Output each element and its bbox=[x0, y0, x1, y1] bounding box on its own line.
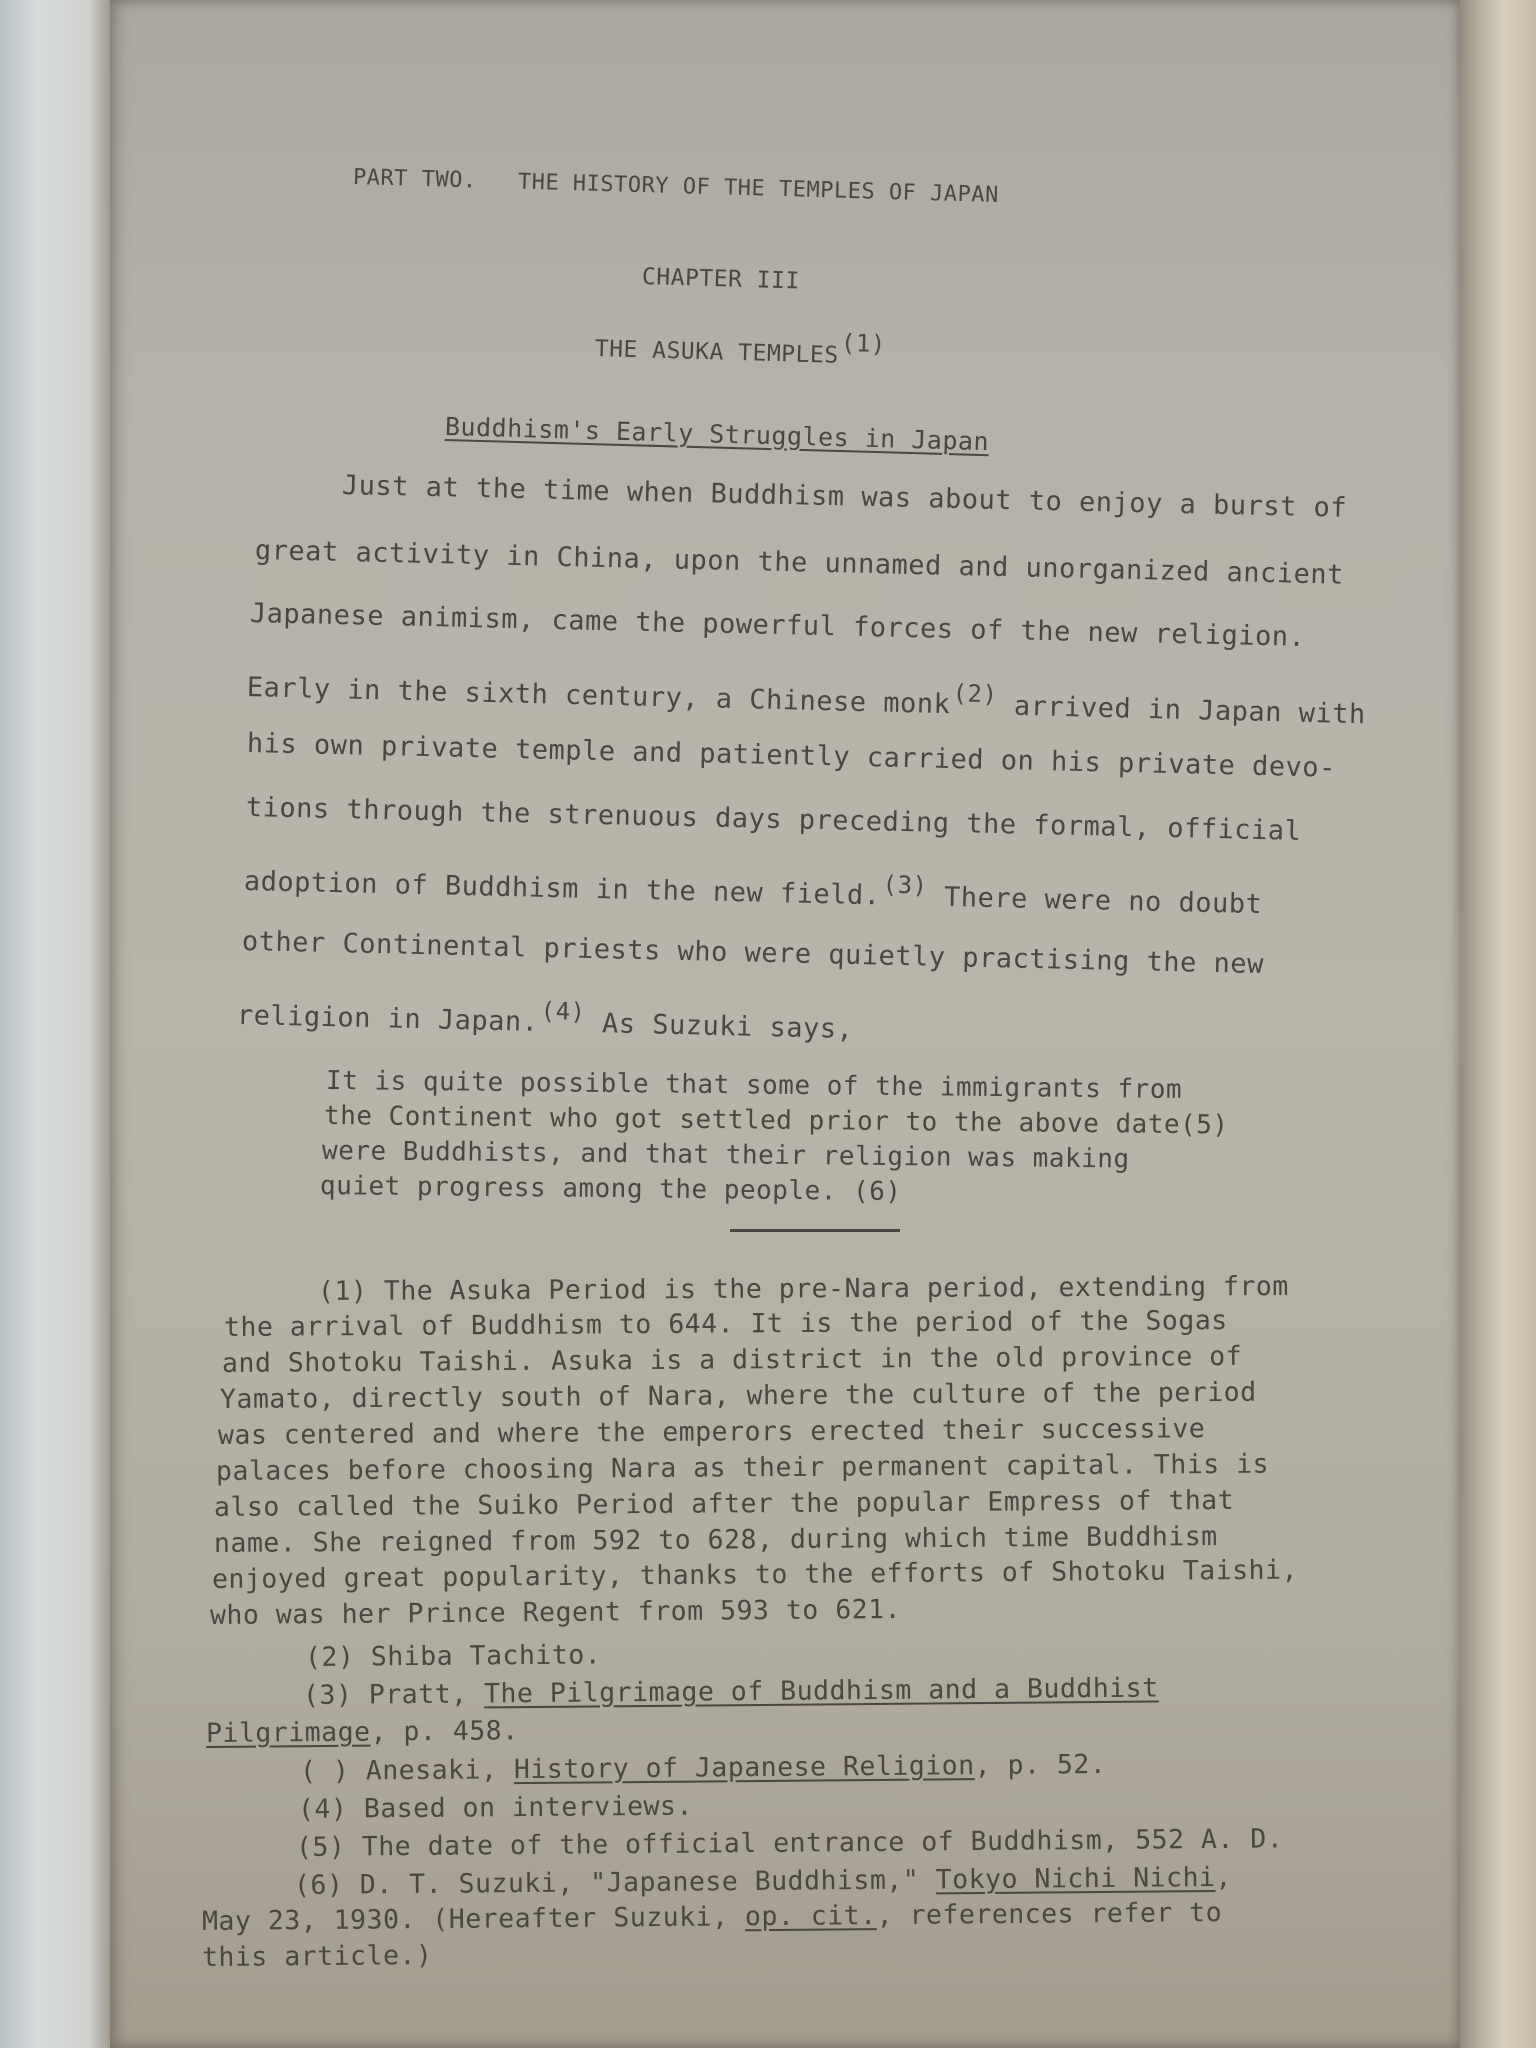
footnote-1-line-5: was centered and where the emperors erected their successive bbox=[217, 1413, 1206, 1451]
footnote-1-line-7: also called the Suiko Period after the popular Empress of that bbox=[213, 1484, 1235, 1523]
body-line-9-start: religion in Japan. bbox=[236, 1000, 539, 1038]
part-title: THE HISTORY OF THE TEMPLES OF JAPAN bbox=[517, 169, 1000, 209]
footnote-1-line-8: name. She reigned from 592 to 628, during which time Buddhism bbox=[213, 1520, 1218, 1559]
footnote-3b-page: , p. 52. bbox=[974, 1748, 1107, 1782]
facing-page-edge bbox=[0, 0, 110, 2048]
quote-line-3: were Buddhists, and that their religion was making bbox=[321, 1136, 1130, 1175]
footnote-5: (5) The date of the official entrance of Buddhism, 552 A. D. bbox=[295, 1823, 1284, 1863]
body-line-7-end: There were no doubt bbox=[926, 881, 1263, 921]
quote-line-4: quiet progress among the people. (6) bbox=[319, 1171, 902, 1208]
body-line-4-start: Early in the sixth century, a Chinese monk bbox=[246, 672, 951, 721]
body-line-4-end: arrived in Japan with bbox=[996, 690, 1367, 731]
footnote-1-line-2: the arrival of Buddhism to 644. It is the period of the Sogas bbox=[223, 1304, 1228, 1343]
body-line-7-start: adoption of Buddhism in the new field. bbox=[243, 866, 881, 912]
footnote-6-tail: , references refer to bbox=[876, 1897, 1223, 1932]
quote-line-1: It is quite possible that some of the immigrants from bbox=[325, 1066, 1183, 1105]
footnote-3b bbox=[300, 1749, 1107, 1787]
body-line-9 bbox=[237, 990, 854, 1045]
footnote-1-line-4: Yamato, directly south of Nara, where the culture of the period bbox=[219, 1376, 1257, 1415]
chapter-title bbox=[594, 322, 886, 370]
footnote-2: (2) Shiba Tachito. bbox=[304, 1639, 602, 1673]
body-line-6: tions through the strenuous days preceding the formal, official bbox=[245, 792, 1302, 847]
body-line-5: his own private temple and patiently carried on his private devo- bbox=[246, 728, 1337, 784]
footnote-separator bbox=[730, 1229, 900, 1232]
footnote-6-opcit: op. cit. bbox=[744, 1900, 877, 1933]
page-stack-edge bbox=[1456, 0, 1536, 2048]
footnote-3-title-cont: Pilgrimage bbox=[205, 1716, 371, 1749]
body-line-2: great activity in China, upon the unnamed and unorganized ancient bbox=[254, 535, 1345, 591]
footnote-6-comma: , bbox=[1215, 1861, 1233, 1893]
body-line-4 bbox=[246, 662, 1366, 730]
footnote-1-line-1: (1) The Asuka Period is the pre-Nara period, extending from bbox=[317, 1270, 1289, 1307]
footnote-6-date: May 23, 1930. (Hereafter Suzuki, bbox=[201, 1901, 746, 1937]
footnote-6-line-1 bbox=[294, 1862, 1232, 1901]
footnote-ref-2: (2) bbox=[952, 679, 998, 709]
footnote-3-author: (3) Pratt, bbox=[302, 1678, 485, 1711]
footnote-4: (4) Based on interviews. bbox=[297, 1790, 694, 1825]
footnote-1-line-10: who was her Prince Regent from 593 to 621. bbox=[209, 1593, 902, 1631]
footnote-3-page: , p. 458. bbox=[370, 1715, 519, 1748]
footnote-3b-author: ( ) Anesaki, bbox=[299, 1754, 515, 1787]
part-heading bbox=[353, 165, 1000, 208]
body-line-3: Japanese animism, came the powerful forces of the new religion. bbox=[249, 598, 1306, 653]
footnote-ref-4: (4) bbox=[540, 996, 586, 1026]
footnote-ref-3: (3) bbox=[882, 870, 928, 900]
footnote-3-title: The Pilgrimage of Buddhism and a Buddhist bbox=[483, 1672, 1159, 1710]
footnote-6-source: Tokyo Nichi Nichi bbox=[935, 1861, 1216, 1896]
chapter-title-text: THE ASUKA TEMPLES bbox=[594, 336, 839, 369]
typewritten-page bbox=[110, 0, 1460, 2048]
section-heading: Buddhism's Early Struggles in Japan bbox=[444, 412, 990, 457]
footnote-3-line-1 bbox=[303, 1673, 1159, 1711]
body-line-8: other Continental priests who were quietly practising the new bbox=[241, 926, 1265, 981]
quote-line-2: the Continent who got settled prior to the above date(5) bbox=[323, 1101, 1229, 1141]
footnote-1-line-3: and Shotoku Taishi. Asuka is a district in the old province of bbox=[221, 1340, 1243, 1379]
footnote-6-author: (6) D. T. Suzuki, "Japanese Buddhism," bbox=[293, 1864, 936, 1901]
part-label: PART TWO. bbox=[352, 165, 478, 194]
footnote-6-line-2 bbox=[202, 1897, 1222, 1937]
footnote-1-line-9: enjoyed great popularity, thanks to the efforts of Shotoku Taishi, bbox=[211, 1554, 1299, 1595]
footnote-3-line-2 bbox=[206, 1715, 519, 1749]
footnote-3b-title: History of Japanese Religion bbox=[513, 1750, 975, 1786]
body-line-9-end: As Suzuki says, bbox=[584, 1007, 854, 1045]
chapter-footnote-ref: (1) bbox=[840, 328, 887, 359]
chapter-number: CHAPTER III bbox=[641, 264, 801, 295]
body-line-7 bbox=[244, 856, 1263, 920]
footnote-1-line-6: palaces before choosing Nara as their permanent capital. This is bbox=[215, 1448, 1270, 1487]
footnote-6-line-3: this article.) bbox=[201, 1939, 433, 1973]
body-line-1: Just at the time when Buddhism was about to enjoy a burst of bbox=[341, 470, 1348, 524]
